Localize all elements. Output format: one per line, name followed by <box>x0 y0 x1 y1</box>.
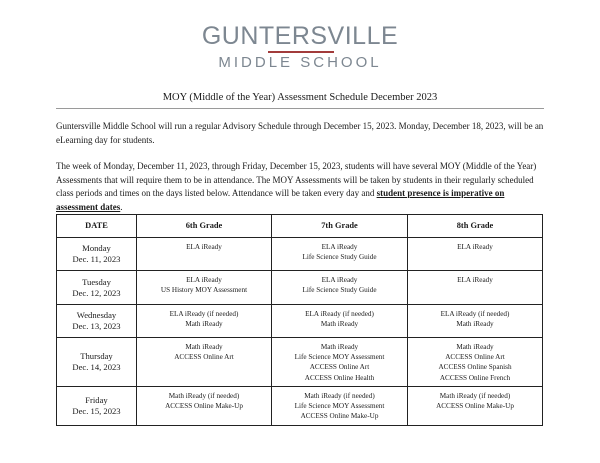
date-label: Dec. 14, 2023 <box>72 362 121 372</box>
assessment-item: Life Science MOY Assessment <box>294 402 385 411</box>
grade8-cell <box>408 238 543 271</box>
title-divider <box>56 108 544 109</box>
assessment-item: Life Science MOY Assessment <box>294 353 385 362</box>
table-row <box>57 387 543 426</box>
grade7-cell <box>272 338 408 387</box>
details-paragraph <box>56 160 546 214</box>
header-7th-grade: 7th Grade <box>272 215 408 238</box>
grade6-cell <box>137 305 272 338</box>
assessment-item: ACCESS Online Health <box>304 373 375 382</box>
grade8-cell <box>408 387 543 426</box>
assessment-item: ACCESS Online Art <box>174 353 234 362</box>
assessment-item: Math iReady <box>185 320 223 329</box>
grade8-cell <box>408 271 543 305</box>
date-cell <box>57 305 137 338</box>
grade8-cell <box>408 305 543 338</box>
attendance-emphasis: student presence is imperative on assessment dates <box>56 188 505 212</box>
grade6-cell <box>137 271 272 305</box>
assessment-item: ELA iReady <box>321 276 358 284</box>
assessment-item: ELA iReady <box>457 276 493 284</box>
assessment-item: ACCESS Online Make-Up <box>436 402 514 411</box>
assessment-item: ACCESS Online French <box>439 373 511 382</box>
assessment-item: ELA iReady (if needed) <box>305 310 374 318</box>
grade6-cell <box>137 387 272 426</box>
day-label: Monday <box>82 243 111 253</box>
assessment-item: ACCESS Online Make-Up <box>165 402 243 411</box>
grade6-cell <box>137 338 272 387</box>
school-logo-subtitle: MIDDLE SCHOOL <box>218 54 382 71</box>
header-6th-grade: 6th Grade <box>137 215 272 238</box>
details-text: The week of Monday, December 11, 2023, through Friday, December 15, 2023, students will have several MOY (Middle of the Year) Assessments that will require them to be in attendance. The MOY Assessments will be taken by students in their regularly scheduled class periods and times on the days listed below. Attendance will be taken every day and <box>56 161 537 198</box>
assessment-item: ACCESS Online Spanish <box>438 363 512 372</box>
header-date: DATE <box>57 215 137 238</box>
day-label: Thursday <box>80 351 113 361</box>
logo-divider <box>268 51 334 53</box>
assessment-item: ACCESS Online Art <box>309 363 370 372</box>
assessment-item: ELA iReady <box>186 276 222 284</box>
assessment-item: Math iReady (if needed) <box>168 392 240 400</box>
assessment-item: Life Science Study Guide <box>302 286 377 295</box>
date-label: Dec. 11, 2023 <box>72 254 121 264</box>
details-text-end: . <box>120 201 123 212</box>
assessment-item: ELA iReady <box>457 243 493 251</box>
intro-paragraph: Guntersville Middle School will run a regular Advisory Schedule through December 15, 2023. Monday, December 18, 2023, will be an eLearning day for students. <box>56 121 544 145</box>
table-row <box>57 305 543 338</box>
date-cell <box>57 387 137 426</box>
assessment-item: Math iReady <box>320 343 359 351</box>
school-logo-name: GUNTERSVILLE <box>201 22 399 50</box>
table-row <box>57 238 543 271</box>
grade7-cell <box>272 271 408 305</box>
day-label: Wednesday <box>76 310 117 320</box>
assessment-item: ELA iReady <box>186 243 222 251</box>
assessment-schedule-table <box>56 214 543 426</box>
assessment-item: ACCESS Online Make-Up <box>300 412 379 421</box>
date-cell <box>57 238 137 271</box>
day-label: Tuesday <box>82 276 111 287</box>
header-8th-grade: 8th Grade <box>408 215 543 238</box>
assessment-item: Math iReady <box>185 343 223 351</box>
date-cell <box>57 271 137 305</box>
date-label: Dec. 15, 2023 <box>72 406 121 416</box>
assessment-item: Math iReady <box>456 343 494 351</box>
grade7-cell <box>272 387 408 426</box>
assessment-item: Math iReady <box>320 320 359 329</box>
grade6-cell <box>137 238 272 271</box>
assessment-item: ELA iReady (if needed) <box>440 310 510 318</box>
date-label: Dec. 12, 2023 <box>72 287 121 298</box>
grade7-cell <box>272 305 408 338</box>
assessment-item: ACCESS Online Art <box>445 353 505 362</box>
assessment-item: Life Science Study Guide <box>302 253 377 262</box>
date-label: Dec. 13, 2023 <box>72 321 121 331</box>
assessment-item: ELA iReady <box>321 243 358 251</box>
assessment-item: Math iReady (if needed) <box>304 392 375 400</box>
day-label: Friday <box>85 395 108 405</box>
page-title: MOY (Middle of the Year) Assessment Schedule December 2023 <box>162 92 438 103</box>
grade7-cell <box>272 238 408 271</box>
table-row <box>57 271 543 305</box>
assessment-item: US History MOY Assessment <box>160 286 248 295</box>
assessment-item: Math iReady <box>456 320 494 329</box>
grade8-cell <box>408 338 543 387</box>
table-row <box>57 338 543 387</box>
assessment-item: ELA iReady (if needed) <box>169 310 239 318</box>
table-header-row <box>57 215 543 238</box>
assessment-item: Math iReady (if needed) <box>439 392 511 400</box>
date-cell <box>57 338 137 387</box>
